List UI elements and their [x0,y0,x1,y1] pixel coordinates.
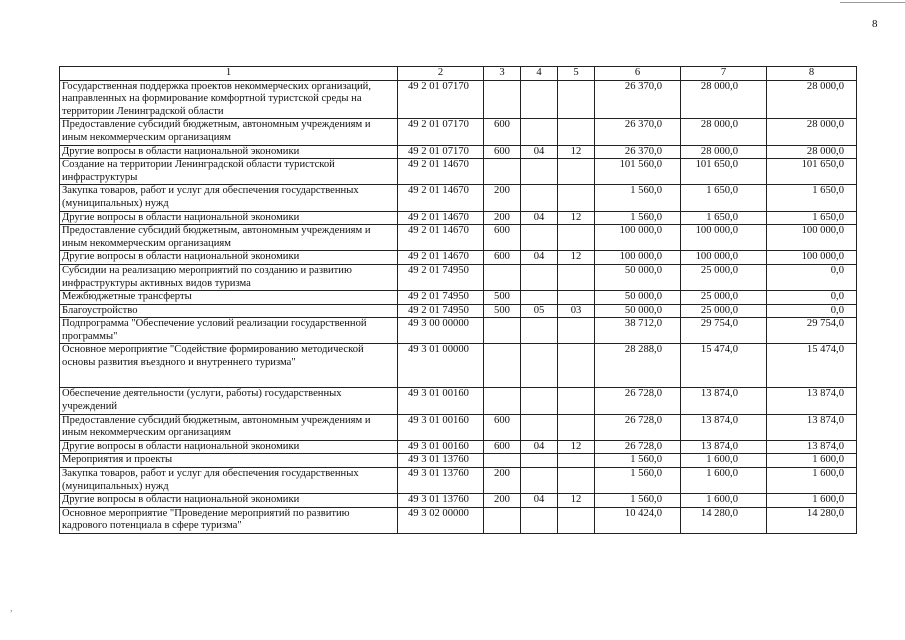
row-value-cell: 14 280,0 [681,507,767,533]
row-type-cell: 500 [484,304,521,318]
row-code-cell: 49 2 01 07170 [398,145,484,159]
row-section-cell: 04 [521,211,558,225]
row-value-cell: 26 370,0 [595,119,681,145]
row-section-cell: 04 [521,251,558,265]
row-name-cell: Создание на территории Ленинградской области туристской инфраструктуры [60,159,398,185]
row-name-cell: Предоставление субсидий бюджетным, автономным учреждениям и иным некоммерческим организациям [60,414,398,440]
row-value-cell: 1 560,0 [595,468,681,494]
row-value-cell: 13 874,0 [681,414,767,440]
scan-edge-line [840,2,905,3]
row-section-cell [521,225,558,251]
row-value-cell: 100 000,0 [681,225,767,251]
row-section-cell [521,414,558,440]
row-value-cell: 13 874,0 [767,388,857,414]
row-type-cell: 500 [484,291,521,305]
row-subsection-cell: 12 [558,251,595,265]
row-subsection-cell [558,414,595,440]
row-subsection-cell [558,80,595,119]
row-value-cell: 28 000,0 [767,80,857,119]
row-code-cell: 49 3 00 00000 [398,318,484,344]
row-code-cell: 49 2 01 14670 [398,211,484,225]
row-value-cell: 13 874,0 [681,388,767,414]
row-value-cell: 28 000,0 [767,119,857,145]
row-code-cell: 49 2 01 14670 [398,225,484,251]
row-name-cell: Государственная поддержка проектов некоммерческих организаций, направленных на формирование комфортной туристской среды на территории Ленинградской области [60,80,398,119]
row-code-cell: 49 2 01 14670 [398,251,484,265]
row-code-cell: 49 3 01 13760 [398,468,484,494]
table-row [60,440,857,454]
row-type-cell: 600 [484,440,521,454]
row-code-cell: 49 3 01 00000 [398,344,484,388]
row-name-cell: Межбюджетные трансферты [60,291,398,305]
row-subsection-cell [558,119,595,145]
row-subsection-cell: 03 [558,304,595,318]
row-code-cell: 49 2 01 74950 [398,291,484,305]
row-value-cell: 28 000,0 [767,145,857,159]
row-type-cell: 200 [484,494,521,508]
row-section-cell [521,185,558,211]
row-value-cell: 25 000,0 [681,264,767,290]
row-value-cell: 25 000,0 [681,304,767,318]
row-subsection-cell [558,185,595,211]
row-value-cell: 38 712,0 [595,318,681,344]
table-row [60,344,857,388]
row-value-cell: 100 000,0 [767,225,857,251]
table-row [60,211,857,225]
row-value-cell: 26 370,0 [595,80,681,119]
row-value-cell: 0,0 [767,304,857,318]
row-section-cell: 04 [521,440,558,454]
row-code-cell: 49 3 02 00000 [398,507,484,533]
row-value-cell: 26 728,0 [595,388,681,414]
budget-table [59,66,857,534]
row-section-cell: 05 [521,304,558,318]
row-type-cell [484,507,521,533]
row-value-cell: 100 000,0 [595,225,681,251]
row-section-cell: 04 [521,145,558,159]
row-value-cell: 1 600,0 [767,494,857,508]
row-type-cell [484,159,521,185]
row-subsection-cell [558,225,595,251]
row-type-cell: 600 [484,251,521,265]
table-row [60,291,857,305]
row-section-cell [521,159,558,185]
row-name-cell: Субсидии на реализацию мероприятий по созданию и развитию инфраструктуры активных видов туризма [60,264,398,290]
row-section-cell [521,80,558,119]
table-row [60,318,857,344]
row-section-cell [521,454,558,468]
table-row [60,145,857,159]
row-subsection-cell [558,454,595,468]
row-subsection-cell: 12 [558,440,595,454]
row-type-cell: 200 [484,185,521,211]
row-subsection-cell [558,344,595,388]
row-code-cell: 49 3 01 00160 [398,414,484,440]
row-type-cell: 600 [484,225,521,251]
row-value-cell: 1 560,0 [595,454,681,468]
table-row [60,264,857,290]
scan-mark: , [10,603,13,614]
row-value-cell: 0,0 [767,291,857,305]
row-subsection-cell [558,318,595,344]
table-row [60,468,857,494]
row-type-cell [484,318,521,344]
header-cell: 1 [60,67,398,81]
header-cell: 8 [767,67,857,81]
row-section-cell [521,468,558,494]
row-value-cell: 100 000,0 [681,251,767,265]
row-value-cell: 15 474,0 [767,344,857,388]
row-section-cell [521,318,558,344]
row-value-cell: 10 424,0 [595,507,681,533]
row-name-cell: Предоставление субсидий бюджетным, автономным учреждениям и иным некоммерческим организациям [60,119,398,145]
header-cell: 4 [521,67,558,81]
row-name-cell: Закупка товаров, работ и услуг для обеспечения государственных (муниципальных) нужд [60,468,398,494]
row-name-cell: Другие вопросы в области национальной экономики [60,211,398,225]
row-value-cell: 1 560,0 [595,211,681,225]
row-code-cell: 49 2 01 74950 [398,264,484,290]
row-name-cell: Подпрограмма "Обеспечение условий реализации государственной программы" [60,318,398,344]
row-value-cell: 1 600,0 [681,494,767,508]
row-code-cell: 49 3 01 13760 [398,494,484,508]
row-value-cell: 26 370,0 [595,145,681,159]
row-type-cell [484,454,521,468]
row-subsection-cell [558,468,595,494]
row-value-cell: 101 560,0 [595,159,681,185]
row-value-cell: 1 560,0 [595,185,681,211]
table-row [60,80,857,119]
table-row [60,185,857,211]
table-row [60,119,857,145]
table-row [60,494,857,508]
header-cell: 2 [398,67,484,81]
row-value-cell: 50 000,0 [595,291,681,305]
row-section-cell: 04 [521,494,558,508]
row-type-cell [484,80,521,119]
row-subsection-cell [558,388,595,414]
row-code-cell: 49 2 01 14670 [398,159,484,185]
row-value-cell: 14 280,0 [767,507,857,533]
row-value-cell: 50 000,0 [595,304,681,318]
row-name-cell: Другие вопросы в области национальной экономики [60,440,398,454]
row-name-cell: Основное мероприятие "Проведение мероприятий по развитию кадрового потенциала в сфере туризма" [60,507,398,533]
row-value-cell: 1 560,0 [595,494,681,508]
row-code-cell: 49 3 01 00160 [398,440,484,454]
row-subsection-cell [558,291,595,305]
row-value-cell: 28 000,0 [681,119,767,145]
table-row [60,251,857,265]
row-type-cell: 600 [484,414,521,440]
row-code-cell: 49 3 01 00160 [398,388,484,414]
header-cell: 7 [681,67,767,81]
row-code-cell: 49 2 01 74950 [398,304,484,318]
row-type-cell: 200 [484,468,521,494]
row-value-cell: 1 650,0 [681,211,767,225]
header-cell: 6 [595,67,681,81]
table-header-row [60,67,857,81]
row-value-cell: 100 000,0 [767,251,857,265]
row-subsection-cell: 12 [558,494,595,508]
row-value-cell: 1 650,0 [767,185,857,211]
table-row [60,507,857,533]
row-value-cell: 13 874,0 [767,414,857,440]
row-type-cell: 200 [484,211,521,225]
row-subsection-cell [558,159,595,185]
row-value-cell: 101 650,0 [767,159,857,185]
row-name-cell: Другие вопросы в области национальной экономики [60,494,398,508]
table-row [60,414,857,440]
row-code-cell: 49 2 01 14670 [398,185,484,211]
table-body [60,67,857,534]
row-value-cell: 1 600,0 [681,468,767,494]
row-name-cell: Предоставление субсидий бюджетным, автономным учреждениям и иным некоммерческим организациям [60,225,398,251]
table-row [60,304,857,318]
page-number: 8 [872,18,878,30]
row-value-cell: 29 754,0 [767,318,857,344]
row-subsection-cell [558,264,595,290]
table-row [60,159,857,185]
row-value-cell: 26 728,0 [595,440,681,454]
row-value-cell: 50 000,0 [595,264,681,290]
row-subsection-cell: 12 [558,145,595,159]
row-name-cell: Благоустройство [60,304,398,318]
row-value-cell: 15 474,0 [681,344,767,388]
row-name-cell: Закупка товаров, работ и услуг для обеспечения государственных (муниципальных) нужд [60,185,398,211]
row-value-cell: 28 288,0 [595,344,681,388]
row-value-cell: 29 754,0 [681,318,767,344]
row-code-cell: 49 2 01 07170 [398,119,484,145]
row-code-cell: 49 3 01 13760 [398,454,484,468]
row-value-cell: 1 600,0 [767,454,857,468]
row-section-cell [521,344,558,388]
row-type-cell [484,264,521,290]
row-value-cell: 13 874,0 [681,440,767,454]
row-value-cell: 13 874,0 [767,440,857,454]
row-subsection-cell [558,507,595,533]
header-cell: 3 [484,67,521,81]
row-name-cell: Другие вопросы в области национальной экономики [60,145,398,159]
row-section-cell [521,388,558,414]
row-value-cell: 101 650,0 [681,159,767,185]
row-name-cell: Обеспечение деятельности (услуги, работы) государственных учреждений [60,388,398,414]
row-value-cell: 26 728,0 [595,414,681,440]
row-code-cell: 49 2 01 07170 [398,80,484,119]
row-value-cell: 1 600,0 [681,454,767,468]
row-name-cell: Основное мероприятие "Содействие формированию методической основы развития въездного и внутреннего туризма" [60,344,398,388]
row-value-cell: 100 000,0 [595,251,681,265]
row-value-cell: 1 600,0 [767,468,857,494]
row-value-cell: 28 000,0 [681,80,767,119]
table-row [60,388,857,414]
row-section-cell [521,507,558,533]
row-value-cell: 25 000,0 [681,291,767,305]
row-type-cell: 600 [484,119,521,145]
row-name-cell: Другие вопросы в области национальной экономики [60,251,398,265]
row-type-cell [484,344,521,388]
row-section-cell [521,119,558,145]
row-value-cell: 0,0 [767,264,857,290]
row-type-cell [484,388,521,414]
row-value-cell: 1 650,0 [681,185,767,211]
row-value-cell: 28 000,0 [681,145,767,159]
row-subsection-cell: 12 [558,211,595,225]
row-section-cell [521,264,558,290]
row-type-cell: 600 [484,145,521,159]
row-section-cell [521,291,558,305]
row-value-cell: 1 650,0 [767,211,857,225]
table-row [60,225,857,251]
table-row [60,454,857,468]
row-name-cell: Мероприятия и проекты [60,454,398,468]
header-cell: 5 [558,67,595,81]
